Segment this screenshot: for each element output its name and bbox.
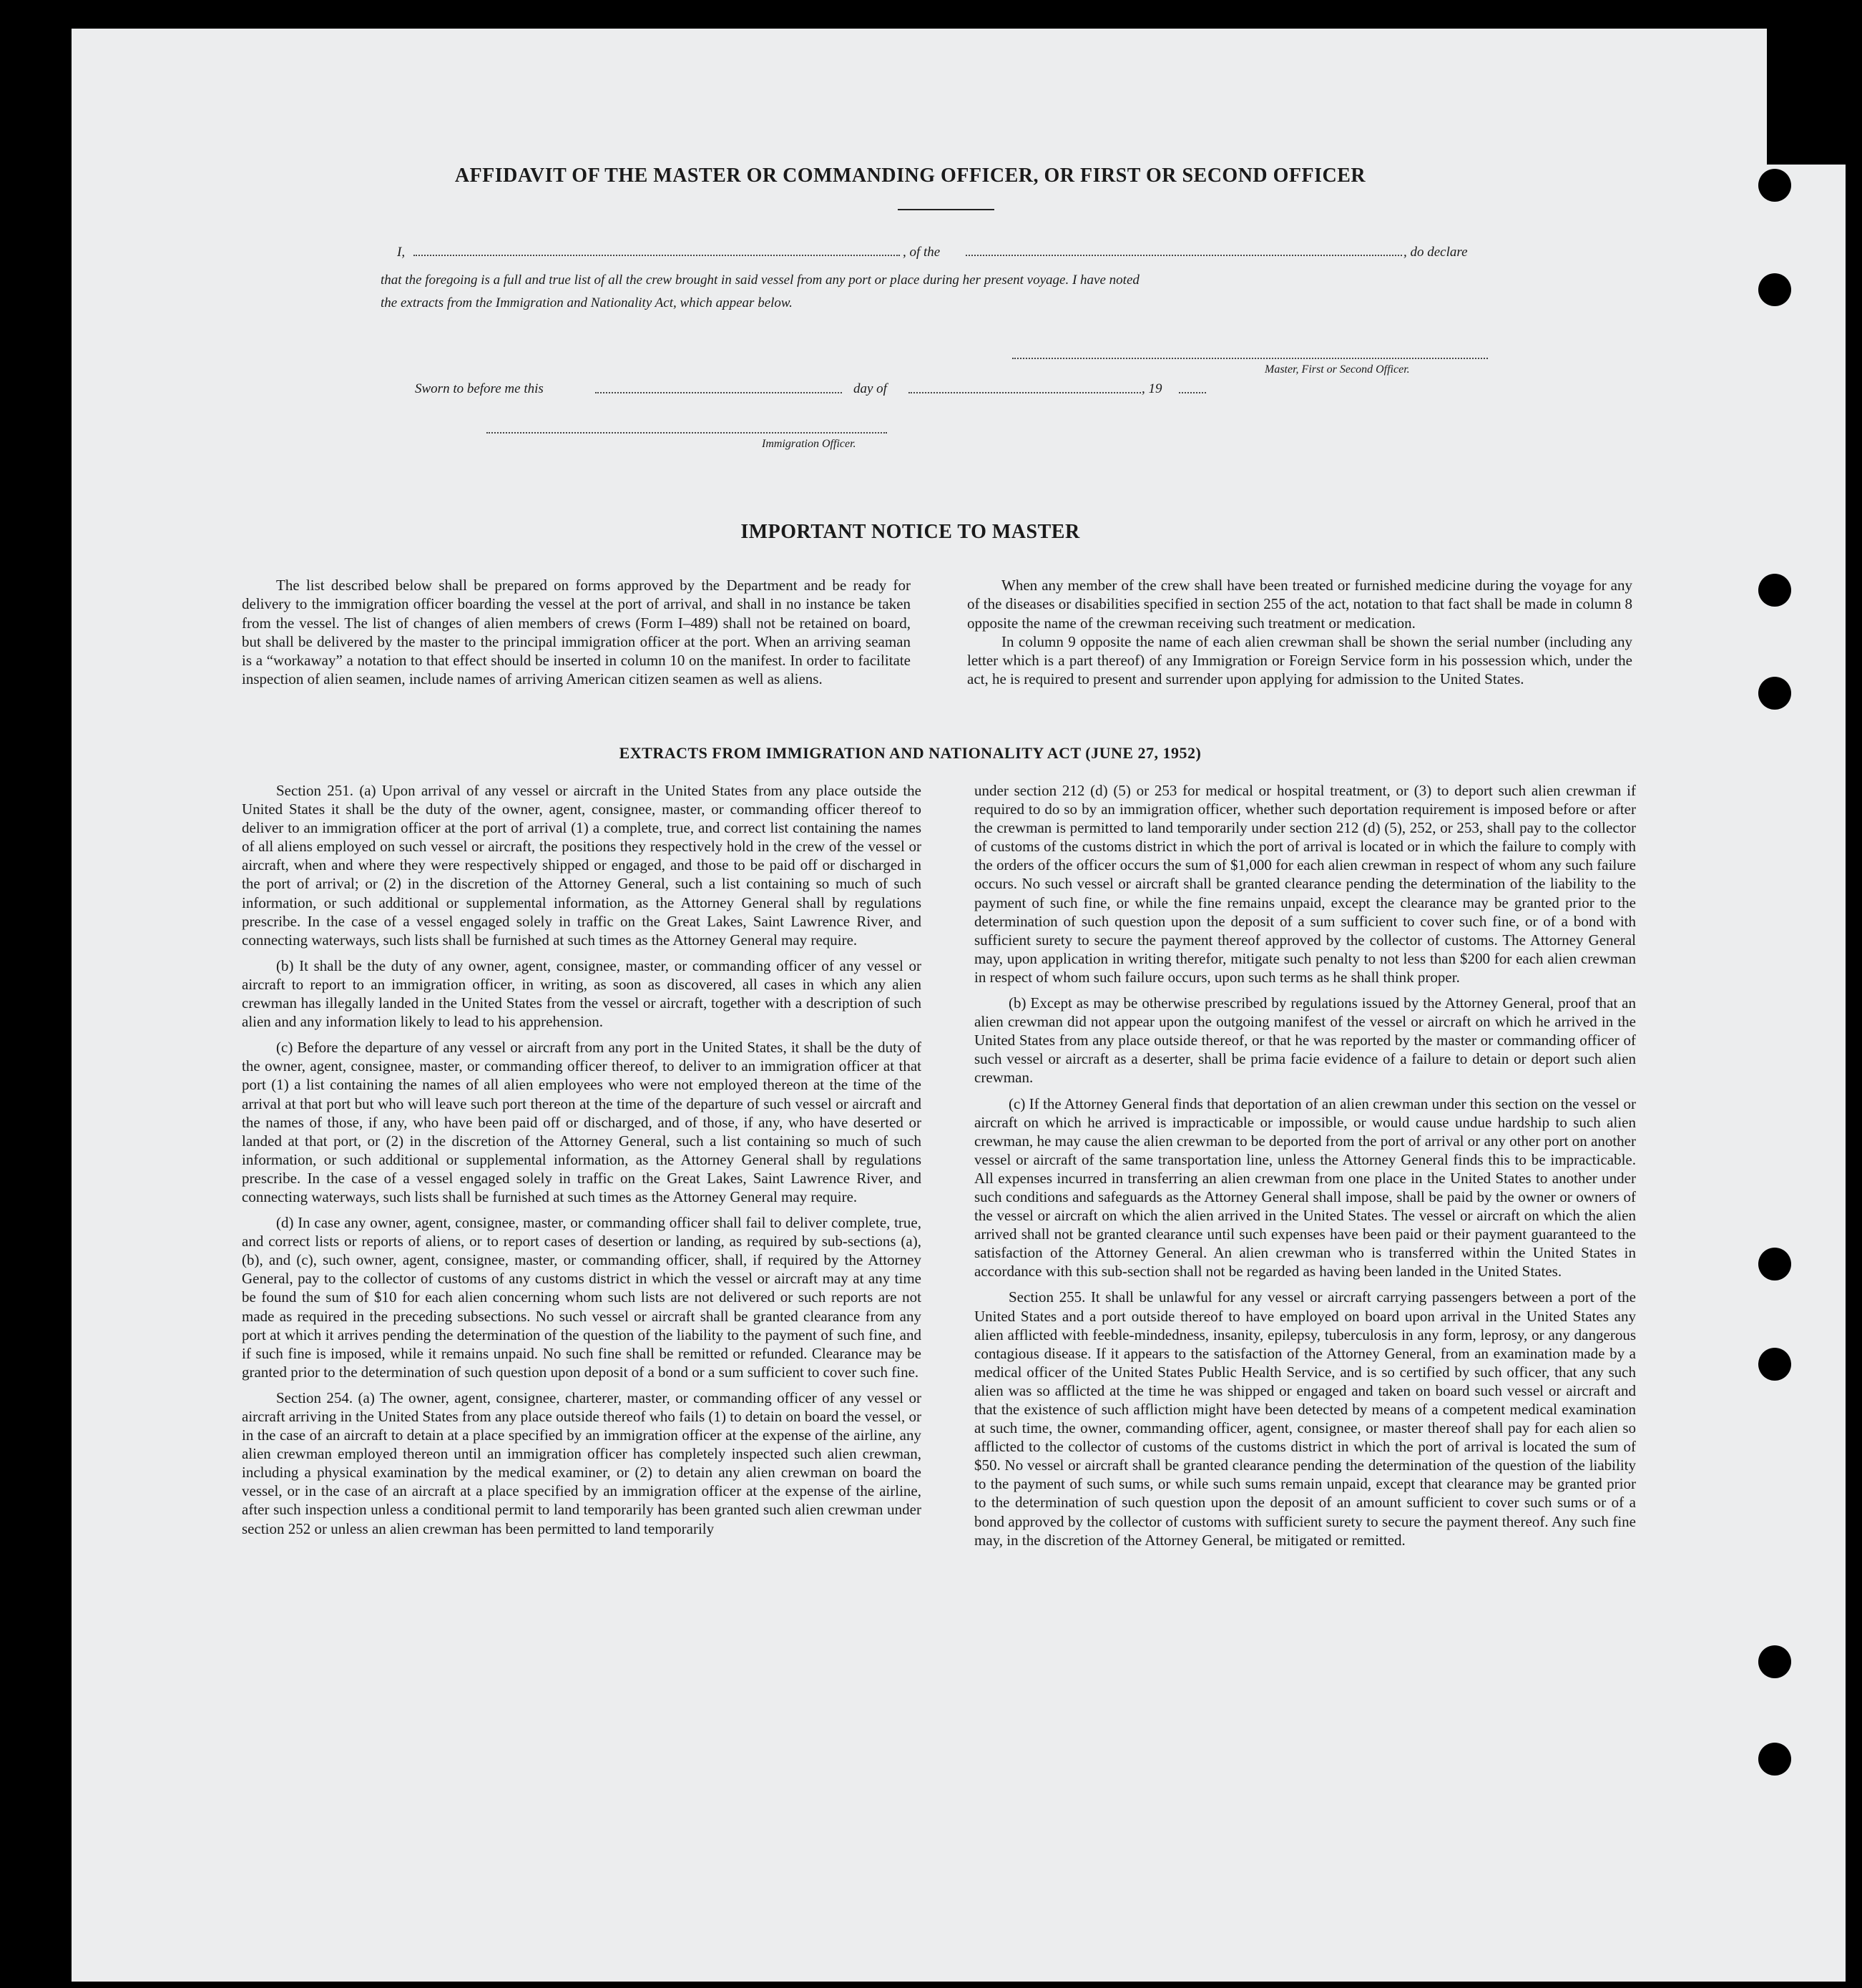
notice-left-paragraph: The list described below shall be prepared on forms approved by the Department and be ready for delivery to the immigration officer boarding the vessel at the port of arrival, and shall in no instance be taken from the vessel. The list of changes of alien members of crews (Form I–489) shall not be retained on board, but shall be delivered by the master to the principal immigration officer at the port. When an arriving seaman is a “workaway” a notation to that effect should be inserted in column 10 on the manifest. In order to facilitate inspection of alien seamen, include names of arriving American citizen seamen as well as aliens. [242, 577, 911, 688]
section-254-a: Section 254. (a) The owner, agent, consignee, charterer, master, or commanding officer of any vessel or aircraft arriving in the United States from any place outside thereof who fails (1) to detain on board the vessel, or in the case of an aircraft to detain at a place specified by an immigration officer at the expense of the airline, any alien crewman employed thereon until an immigration officer has completely inspected such alien crewman, including a physical examination by the medical examiner, or (2) to detain any alien crewman on board the vessel, or in the case of an aircraft at a place specified by an immigration officer at the expense of the airline, after such inspection unless a conditional permit to land temporarily has been granted such alien crewman under section 252 or unless an alien crewman has been permitted to land temporarily [242, 1389, 921, 1537]
section-251-a: Section 251. (a) Upon arrival of any vessel or aircraft in the United States from any place outside the United States it shall be the duty of the owner, agent, consignee, master, or commanding officer thereof to deliver to an immigration officer at the port of arrival (1) a complete, true, and correct list containing the names of all aliens employed on such vessel or aircraft, the positions they respectively hold in the crew of the vessel or aircraft, when and where they were respectively shipped or engaged, and those to be paid off or discharged in the port of arrival; or (2) in the discretion of the Attorney General, such a list containing so much of such information, or such additional or supplemental information, as the Attorney General shall by regulations prescribe. In the case of a vessel engaged solely in traffic on the Great Lakes, Saint Lawrence River, and connecting waterways, such lists shall be furnished at such times as the Attorney General may require. [242, 782, 921, 949]
sworn-label: Sworn to before me this [415, 381, 544, 396]
binder-hole-5 [1758, 1248, 1791, 1281]
notice-right-paragraph-2: In column 9 opposite the name of each alien crewman shall be shown the serial number (including any letter which is a part thereof) of any Immigration or Foreign Service form in his possession which, under the act, he is required to present and surrender upon applying for admission to the United States. [967, 632, 1632, 688]
section-255: Section 255. It shall be unlawful for any vessel or aircraft carrying passengers between a port of the United States and a port outside thereof to have employed on board upon arrival in the United States any alien afflicted with feeble-mindedness, insanity, epilepsy, tuberculosis in any form, leprosy, or any dangerous contagious disease. If it appears to the satisfaction of the Attorney General, from an examination made by a medical officer of the United States Public Health Service, and is so certified by such officer, that any such alien was so afflicted at the time he was shipped or engaged and taken on board such vessel or aircraft and that the existence of such affliction might have been detected by means of a competent medical examination at such time, the owner, commanding officer, agent, consignee, or master thereof shall pay for each alien so afflicted to the collector of customs of the customs district in which the port of arrival is located the sum of $50. No vessel or aircraft shall be granted clearance pending the determination of the question of the liability to the payment of such sums, or while such sums remain unpaid, except that clearance may be granted prior to the determination of such question upon the deposit of an amount sufficient to cover such sums or of a bond approved by the collector of customs with sufficient surety to secure the payment thereof. Any such fine may, in the discretion of the Attorney General, be mitigated or remitted. [974, 1288, 1636, 1549]
binder-hole-1 [1758, 169, 1791, 202]
year-blank [1179, 392, 1206, 393]
officer-signature-label: Immigration Officer. [762, 438, 856, 450]
title-underline [898, 209, 994, 210]
sworn-month-blank [908, 392, 1141, 393]
binder-hole-2 [1758, 273, 1791, 306]
declaration-line-1: that the foregoing is a full and true list of all the crew brought in said vessel from any port or place during her present voyage. I have noted [381, 273, 1140, 288]
page-corner-shadow [1767, 29, 1862, 165]
extracts-title: EXTRACTS FROM IMMIGRATION AND NATIONALITY ACT (JUNE 27, 1952) [619, 744, 1202, 762]
do-declare-label: , do declare [1403, 245, 1468, 260]
i-label: I, [397, 245, 406, 260]
notice-title: IMPORTANT NOTICE TO MASTER [740, 521, 1080, 543]
section-251-b: (b) It shall be the duty of any owner, agent, consignee, master, or commanding officer of any vessel or aircraft to report to an immigration officer, in writing, as soon as discovered, all cases in which any alien crewman has illegally landed in the United States from the vessel or aircraft, together with a description of such alien and any information likely to lead to his apprehension. [242, 956, 921, 1031]
officer-signature-line [486, 432, 887, 434]
sworn-day-blank [595, 392, 842, 393]
section-254-a-continued: under section 212 (d) (5) or 253 for medical or hospital treatment, or (3) to deport such alien crewman if required to do so by an immigration officer, whether such deportation requirement is imposed before or after the crewman is permitted to land temporarily under section 212 (d) (5), 252, or 253, shall pay to the collector of customs of the customs district in which the port of arrival is located or in which the failure to comply with the orders of the officer occurs the sum of $1,000 for each alien crewman in respect of whom any such failure occurs. No such vessel or aircraft shall be granted clearance pending the determination of the liability to the payment of such fine, or while the fine remains unpaid, except the clearance may be granted prior to the determination of such question upon the deposit of a sum sufficient to cover such fine, or of a bond with sufficient surety to secure the payment thereof approved by the collector of customs. The Attorney General may, upon application in writing therefor, mitigate such penalty to not less than $200 for each alien crewman in respect of whom such failure occurs, upon such terms as he shall think proper. [974, 782, 1636, 986]
day-of-label: day of [853, 381, 887, 396]
name-blank [413, 255, 900, 256]
binder-hole-3 [1758, 574, 1791, 607]
extracts-left-column [242, 781, 921, 1538]
section-254-c: (c) If the Attorney General finds that deportation of an alien crewman under this section on the vessel or aircraft on which he arrived is impracticable or impossible, or would cause undue hardship to such alien crewman, he may cause the alien crewman to be deported from the port of arrival or any other port on another vessel or aircraft of the same transportation line, unless the Attorney General finds this to be impracticable. All expenses incurred in transferring an alien crewman from one place in the United States to another under such conditions and safeguards as the Attorney General shall impose, shall be paid by the owner or owners of the vessel or aircraft on which the alien arrived in the United States. The vessel or aircraft on which the alien arrived shall not be granted clearance until such expenses have been paid or their payment guaranteed to the satisfaction of the Attorney General. An alien crewman who is transferred within the United States in accordance with this sub-section shall not be regarded as having been landed in the United States. [974, 1095, 1636, 1281]
notice-right-column [967, 576, 1632, 689]
section-251-c: (c) Before the departure of any vessel or aircraft from any port in the United States, it shall be the duty of the owner, agent, consignee, master, or commanding officer thereof, to deliver to an immigration officer at that port (1) a list containing the names of all alien employees who were not employed thereon at the time of the arrival at that port but who will leave such port thereon at the time of the departure of such vessel or aircraft and the names of those, if any, who have been paid off or discharged, and of those, if any, who have deserted or landed at that port, or (2) in the discretion of the Attorney General, such a list containing so much of such information, or such additional or supplemental information, as the Attorney General shall by regulations prescribe. In the case of a vessel engaged solely in traffic on the Great Lakes, Saint Lawrence River, and connecting waterways, such lists shall be furnished at such times as the Attorney General may require. [242, 1039, 921, 1205]
binder-hole-6 [1758, 1348, 1791, 1381]
declaration-line-2: the extracts from the Immigration and Nationality Act, which appear below. [381, 295, 793, 310]
section-254-b: (b) Except as may be otherwise prescribed by regulations issued by the Attorney General, proof that an alien crewman did not appear upon the outgoing manifest of the vessel or aircraft on which he arrived in the United States from any place outside thereof, or that he was reported by the master or commanding officer of such vessel or aircraft as a deserter, shall be prima facie evidence of a failure to detain or deport such alien crewman. [974, 994, 1636, 1087]
binder-hole-7 [1758, 1645, 1791, 1678]
extracts-right-column [974, 781, 1636, 1549]
of-the-label: , of the [903, 245, 941, 260]
notice-left-column [242, 576, 911, 689]
year-label: , 19 [1142, 381, 1162, 396]
vessel-blank [966, 255, 1402, 256]
master-signature-label: Master, First or Second Officer. [1265, 363, 1410, 376]
section-251-d: (d) In case any owner, agent, consignee, master, or commanding officer shall fail to deliver complete, true, and correct lists or reports of aliens, or to report cases of desertion or landing, as required by sub-sections (a), (b), and (c), such owner, agent, consignee, master, or commanding officer, shall, if required by the Attorney General, pay to the collector of customs of any customs district in which the vessel or aircraft may at any time be found the sum of $10 for each alien concerning whom such lists are not delivered or such reports are not made as required in the preceding subsections. No such vessel or aircraft shall be granted clearance from any port at which it arrives pending the determination of the question of the liability to the payment of such fine, and if such fine is imposed, while it remains unpaid. No such fine shall be remitted or refunded. Clearance may be granted prior to the determination of such question upon deposit of a bond or a sum sufficient to cover such fine. [242, 1214, 921, 1381]
master-signature-line [1012, 358, 1488, 359]
binder-hole-8 [1758, 1743, 1791, 1776]
notice-right-paragraph-1: When any member of the crew shall have been treated or furnished medicine during the voyage for any of the diseases or disabilities specified in section 255 of the act, notation to that fact shall be made in column 8 opposite the name of the crewman receiving such treatment or medication. [967, 577, 1632, 632]
binder-hole-4 [1758, 677, 1791, 710]
affidavit-title: AFFIDAVIT OF THE MASTER OR COMMANDING OFFICER, OR FIRST OR SECOND OFFICER [454, 165, 1366, 187]
